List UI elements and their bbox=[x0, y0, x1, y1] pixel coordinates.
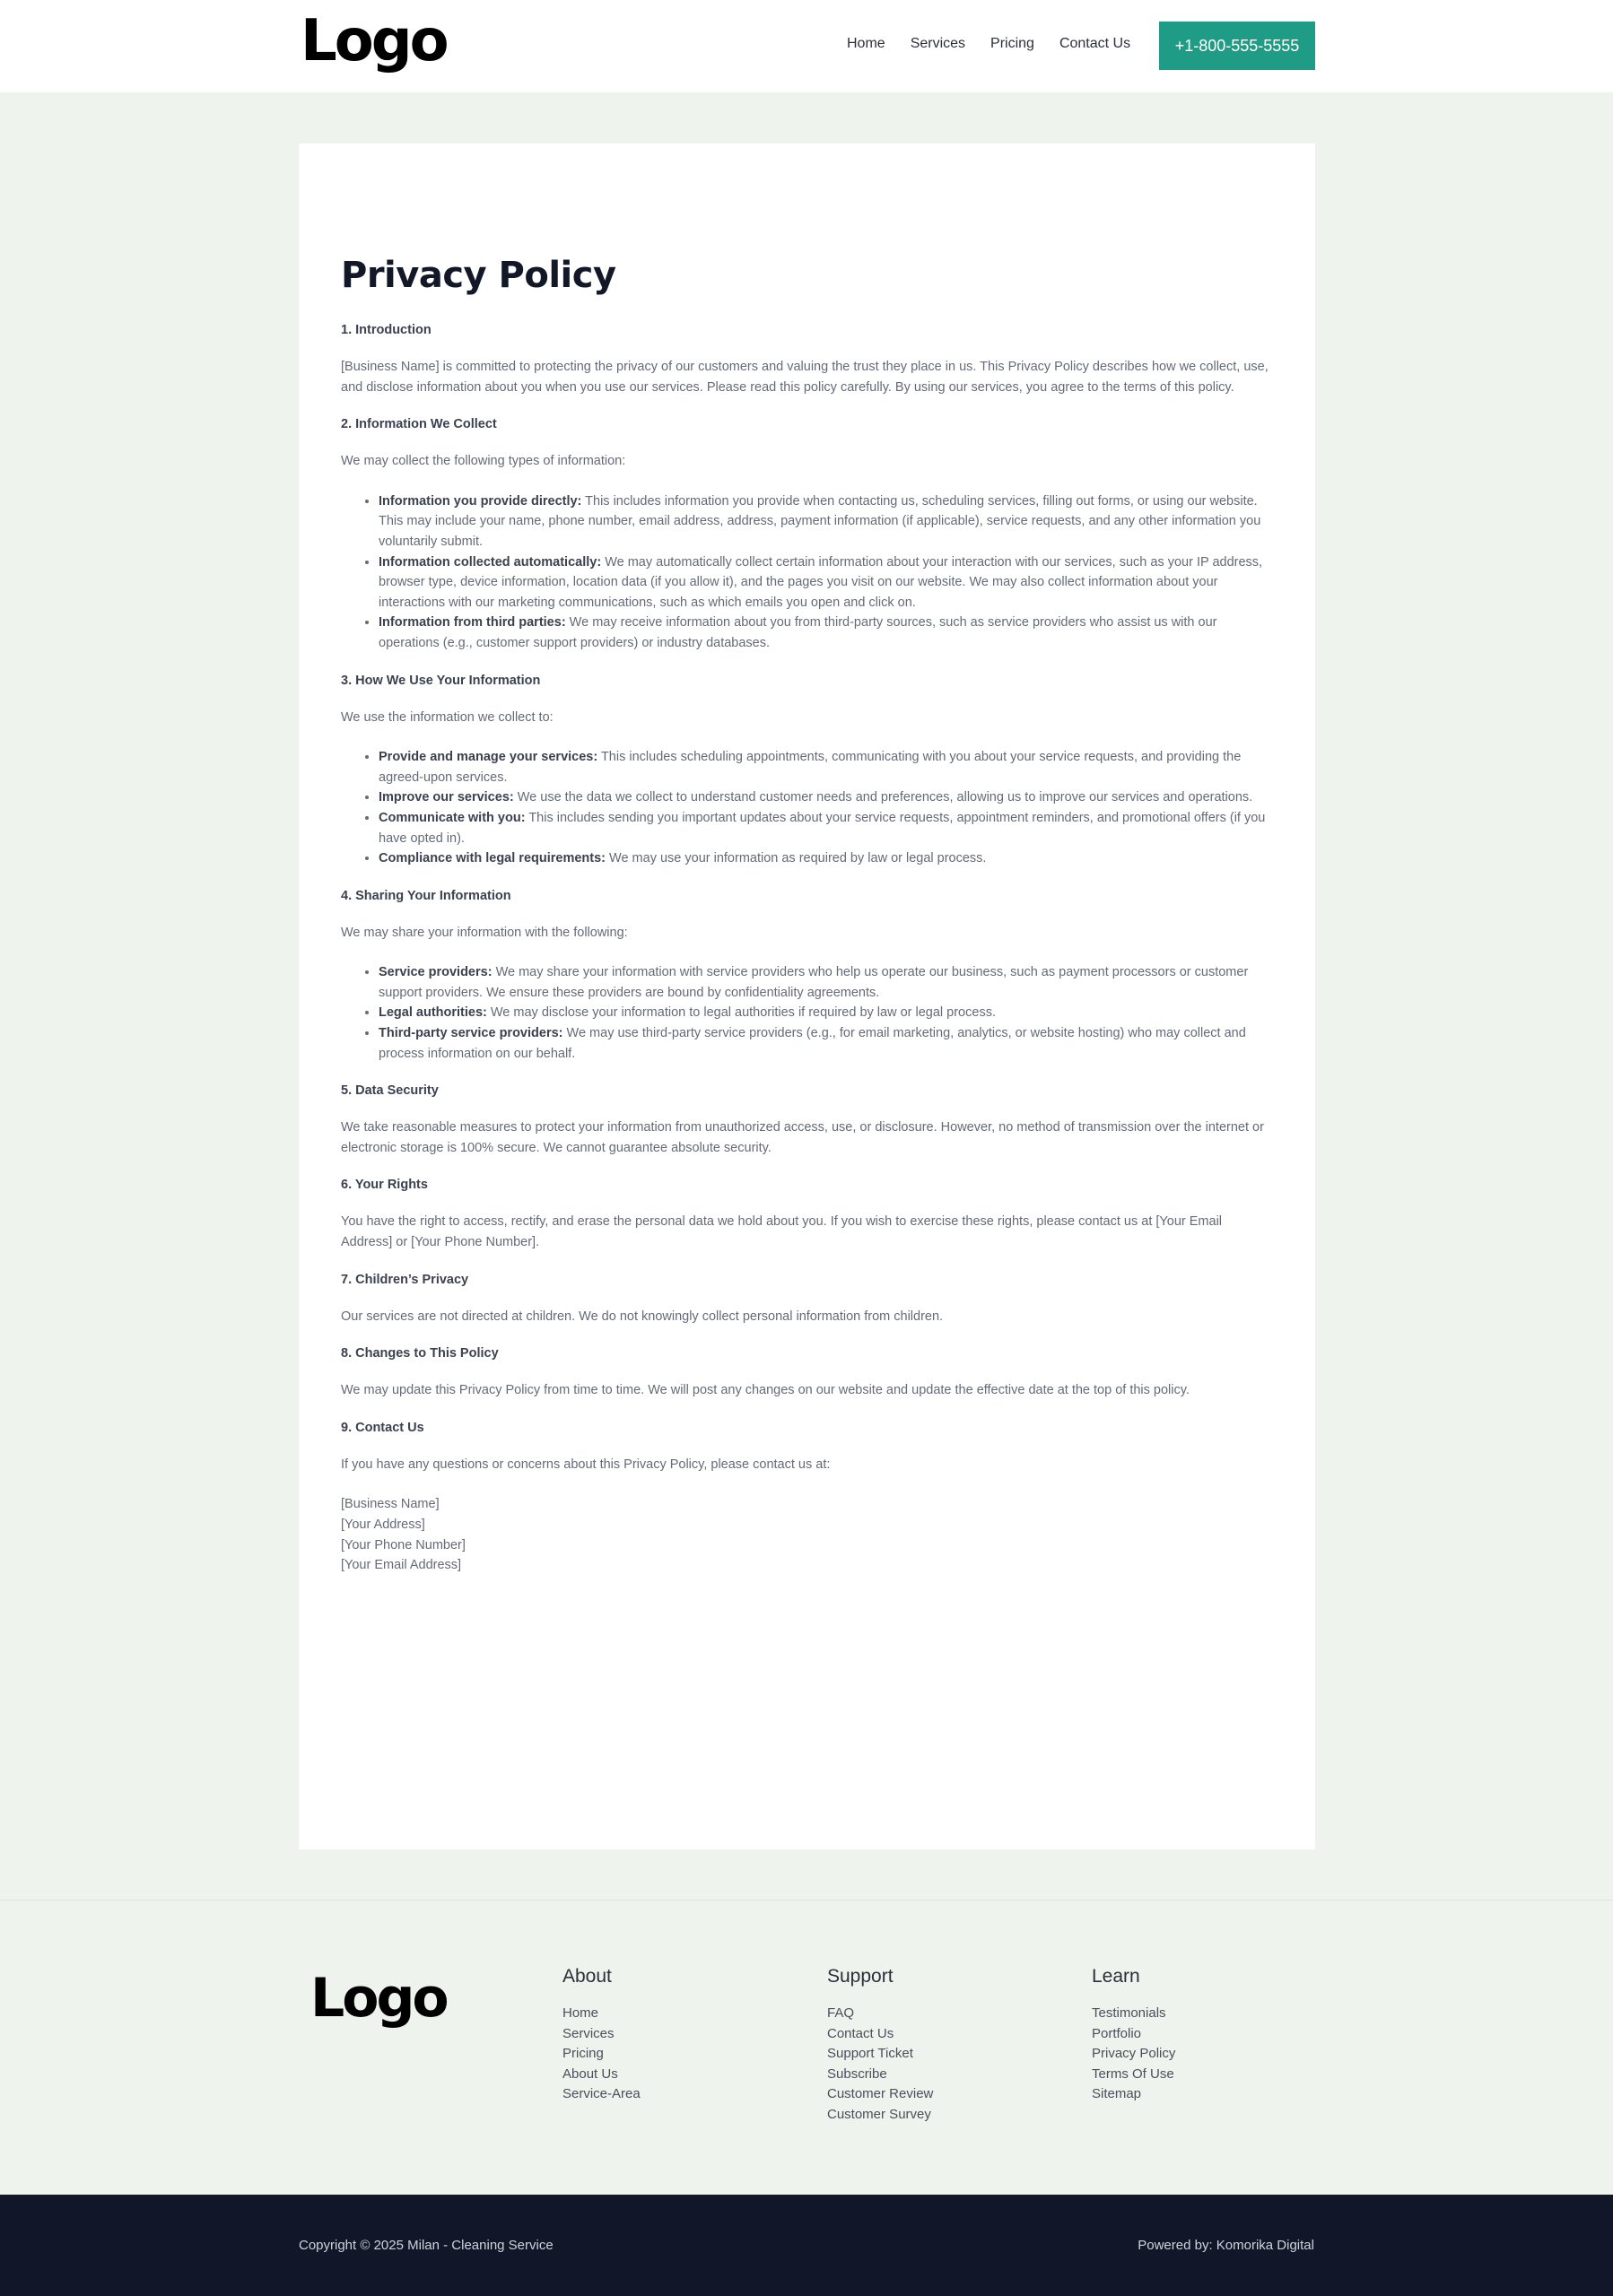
footer-column-title: About bbox=[562, 1966, 612, 1987]
main-nav bbox=[847, 36, 1130, 52]
section-heading: 3. How We Use Your Information bbox=[341, 673, 541, 688]
section-heading: 8. Changes to This Policy bbox=[341, 1346, 499, 1361]
section-paragraph: You have the right to access, rectify, and erase the personal data we hold about you. If you wish to exercise these rights, please contact us at [Your Email Address] or [Your Phone Number]. bbox=[341, 1214, 1223, 1250]
section-heading: 5. Data Security bbox=[341, 1083, 439, 1099]
footer-link-faq[interactable]: FAQ bbox=[827, 2005, 855, 2021]
section-paragraph: We take reasonable measures to protect your information from unauthorized access, use, or disclosure. However, no method of transmission over the internet or electronic storage is 100% secure. We cannot guarantee absolute security. bbox=[341, 1120, 1264, 1155]
section-heading: 2. Information We Collect bbox=[341, 417, 497, 432]
footer-column-learn bbox=[1092, 1966, 1175, 2105]
footer-column-title: Learn bbox=[1092, 1966, 1140, 1987]
contact-address bbox=[341, 1494, 1274, 1575]
footer-column-support bbox=[827, 1966, 933, 2126]
nav-home[interactable]: Home bbox=[847, 36, 885, 51]
address-line: [Your Phone Number] bbox=[341, 1537, 466, 1552]
bullet-list bbox=[341, 962, 1274, 1064]
footer-link-customer-review[interactable]: Customer Review bbox=[827, 2086, 934, 2102]
section-heading: 6. Your Rights bbox=[341, 1178, 428, 1193]
footer-link-pricing[interactable]: Pricing bbox=[562, 2046, 604, 2062]
bullet-list bbox=[341, 491, 1274, 654]
page-title: Privacy Policy bbox=[341, 255, 616, 296]
address-line: [Your Address] bbox=[341, 1518, 425, 1532]
section-heading: 7. Children’s Privacy bbox=[341, 1272, 469, 1287]
list-item: • Third-party service providers: We may use third-party service providers (e.g., for email marketing, analytics, or website hosting) who may collect and process information on our behalf. bbox=[379, 1023, 1274, 1064]
footer-link-support-ticket[interactable]: Support Ticket bbox=[827, 2046, 913, 2062]
section-heading: 4. Sharing Your Information bbox=[341, 888, 511, 903]
section-paragraph: We may update this Privacy Policy from time to time. We will post any changes on our website and update the effective date at the top of this policy. bbox=[341, 1383, 1190, 1398]
section-paragraph: We may collect the following types of information: bbox=[341, 454, 626, 469]
footer-link-sitemap[interactable]: Sitemap bbox=[1092, 2086, 1142, 2102]
header-logo[interactable]: Logo bbox=[301, 8, 447, 74]
content-card bbox=[299, 144, 1315, 1849]
section-paragraph: We use the information we collect to: bbox=[341, 709, 554, 725]
footer-logo[interactable]: Logo bbox=[310, 1967, 447, 2030]
footer-link-subscribe[interactable]: Subscribe bbox=[827, 2066, 887, 2082]
list-item: • Compliance with legal requirements: We may use your information as required by law or legal process. bbox=[379, 848, 1274, 869]
list-item: • Service providers: We may share your information with service providers who help us operate our business, such as payment processors or customer support providers. We ensure these providers are bound by confidentiality agreements. bbox=[379, 962, 1274, 1003]
list-item: • Information you provide directly: This includes information you provide when contacting us, scheduling services, filling out forms, or using our website. This may include your name, phone number, email address, address, payment information (if applicable), service requests, and any other information you voluntarily submit. bbox=[379, 491, 1274, 552]
nav-pricing[interactable]: Pricing bbox=[990, 36, 1034, 51]
site-header bbox=[0, 0, 1613, 92]
copyright-text: Copyright © 2025 Milan - Cleaning Service bbox=[299, 2238, 554, 2253]
address-line: [Your Email Address] bbox=[341, 1558, 462, 1573]
list-item: • Information from third parties: We may receive information about you from third-party sources, such as service providers who assist us with our operations (e.g., customer support providers) or industry databases. bbox=[379, 613, 1274, 653]
bullet-list bbox=[341, 747, 1274, 869]
section-paragraph: We may share your information with the following: bbox=[341, 925, 628, 940]
footer-bottom-bar bbox=[0, 2195, 1613, 2296]
list-item: • Information collected automatically: We may automatically collect certain information about your interaction with our services, such as your IP address, browser type, device information, location data (if you allow it), and the pages you visit on our website. We may also collect information about your interactions with our marketing communications, such as which emails you open and click on. bbox=[379, 552, 1274, 613]
section-paragraph: [Business Name] is committed to protecting the privacy of our customers and valuing the trust they place in us. This Privacy Policy describes how we collect, use, and disclose information about you when you use our services. Please read this policy carefully. By using our services, you agree to the terms of this policy. bbox=[341, 360, 1269, 395]
list-item: • Improve our services: We use the data we collect to understand customer needs and preferences, allowing us to improve our services and operations. bbox=[379, 787, 1274, 808]
footer-link-service-area[interactable]: Service-Area bbox=[562, 2086, 641, 2102]
footer-link-terms-of-use[interactable]: Terms Of Use bbox=[1092, 2066, 1174, 2082]
footer-link-home[interactable]: Home bbox=[562, 2005, 599, 2021]
footer-column-about bbox=[562, 1966, 641, 2105]
footer-link-contact-us[interactable]: Contact Us bbox=[827, 2025, 894, 2041]
list-item: • Communicate with you: This includes sending you important updates about your service requests, appointment reminders, and promotional offers (if you have opted in). bbox=[379, 808, 1274, 848]
nav-contact-us[interactable]: Contact Us bbox=[1059, 36, 1131, 51]
footer-link-testimonials[interactable]: Testimonials bbox=[1092, 2005, 1166, 2021]
section-heading: 1. Introduction bbox=[341, 323, 432, 337]
list-item: • Legal authorities: We may disclose your information to legal authorities if required by law or legal process. bbox=[379, 1003, 1274, 1023]
footer-link-customer-survey[interactable]: Customer Survey bbox=[827, 2106, 931, 2122]
footer-link-privacy-policy[interactable]: Privacy Policy bbox=[1092, 2046, 1176, 2062]
policy-content bbox=[341, 255, 1274, 1576]
phone-button[interactable]: +1-800-555-5555 bbox=[1159, 22, 1315, 70]
section-heading: 9. Contact Us bbox=[341, 1420, 424, 1435]
powered-by-text: Powered by: Komorika Digital bbox=[1138, 2238, 1314, 2253]
footer-link-portfolio[interactable]: Portfolio bbox=[1092, 2025, 1142, 2041]
list-item: • Provide and manage your services: This includes scheduling appointments, communicating with you about your service requests, and providing the agreed-upon services. bbox=[379, 747, 1274, 787]
section-paragraph: Our services are not directed at children. We do not knowingly collect personal information from children. bbox=[341, 1309, 944, 1324]
nav-services[interactable]: Services bbox=[910, 36, 966, 51]
footer-column-title: Support bbox=[827, 1966, 894, 1987]
section-paragraph: If you have any questions or concerns about this Privacy Policy, please contact us at: bbox=[341, 1457, 831, 1472]
footer-link-services[interactable]: Services bbox=[562, 2025, 615, 2041]
address-line: [Business Name] bbox=[341, 1497, 440, 1512]
footer-link-about-us[interactable]: About Us bbox=[562, 2066, 618, 2082]
